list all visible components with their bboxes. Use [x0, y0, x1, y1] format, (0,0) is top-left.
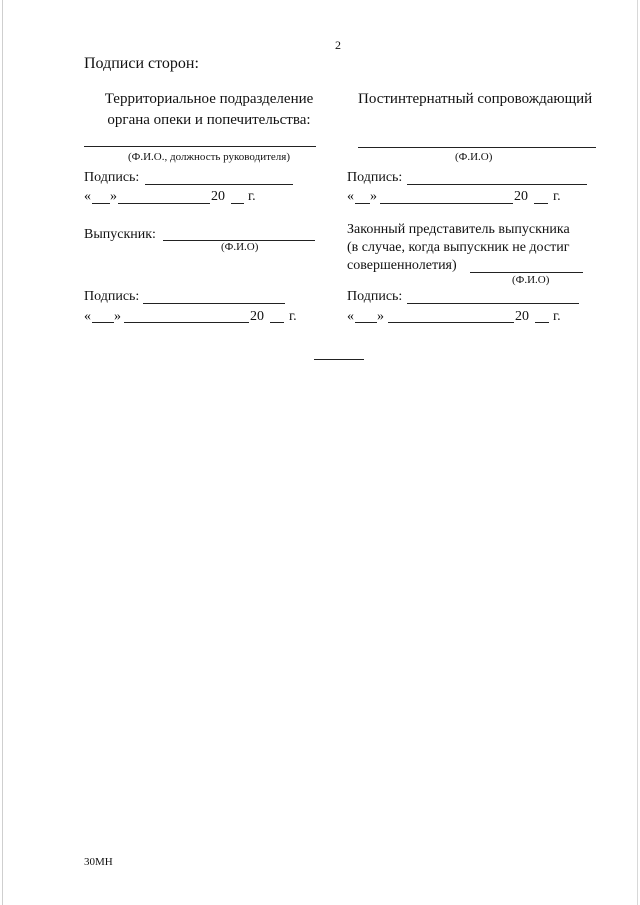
left-date-year-line: [231, 203, 244, 204]
footer-code: 30МН: [84, 856, 113, 868]
left-signature-line-2: [143, 303, 285, 304]
left-date-year-2: 20: [250, 309, 264, 324]
right-date-day-line: [355, 203, 370, 204]
right-signature-line-2: [407, 303, 579, 304]
escort-title: Постинтернатный сопровождающий: [358, 91, 593, 107]
left-signature-label-2: Подпись:: [84, 289, 140, 304]
rep-line1: Законный представитель выпускника: [347, 222, 570, 237]
right-date-month-line-2: [388, 322, 514, 323]
escort-fio-caption: (Ф.И.О): [455, 151, 493, 163]
right-date-year: 20: [514, 189, 528, 204]
rep-fio-line: [470, 272, 583, 273]
left-date-close: »: [110, 189, 117, 204]
left-date-suffix-2: г.: [289, 309, 297, 324]
right-date-year-line-2: [535, 322, 549, 323]
right-date-close: »: [370, 189, 377, 204]
left-signature-label: Подпись:: [84, 170, 140, 185]
rep-line2: (в случае, когда выпускник не достиг: [347, 240, 570, 255]
org-fio-line: [84, 146, 316, 147]
right-date-suffix: г.: [553, 189, 561, 204]
left-date-day-line-2: [92, 322, 114, 323]
graduate-fio-caption: (Ф.И.О): [221, 241, 259, 253]
left-date-year: 20: [211, 189, 225, 204]
org-title-line1: Территориальное подразделение: [104, 91, 314, 107]
left-date-open-2: «: [84, 309, 91, 324]
right-date-close-2: »: [377, 309, 384, 324]
left-date-month-line-2: [124, 322, 249, 323]
page-edge-right: [637, 0, 638, 905]
right-date-year-line: [534, 203, 548, 204]
left-date-year-line-2: [270, 322, 284, 323]
page-number: 2: [335, 38, 341, 52]
left-date-suffix: г.: [248, 189, 256, 204]
left-signature-line: [145, 184, 293, 185]
graduate-label: Выпускник:: [84, 227, 156, 242]
right-date-year-2: 20: [515, 309, 529, 324]
escort-fio-line: [358, 147, 596, 148]
org-title-line2: органа опеки и попечительства:: [107, 112, 311, 128]
right-signature-label: Подпись:: [347, 170, 403, 185]
org-fio-caption: (Ф.И.О., должность руководителя): [128, 151, 290, 163]
left-date-open: «: [84, 189, 91, 204]
right-date-open-2: «: [347, 309, 354, 324]
left-date-day-line: [92, 203, 110, 204]
right-date-open: «: [347, 189, 354, 204]
rep-line3: совершеннолетия): [347, 258, 457, 273]
left-date-month-line: [118, 203, 210, 204]
signatures-heading: Подписи сторон:: [84, 55, 199, 72]
right-signature-label-2: Подпись:: [347, 289, 403, 304]
rep-fio-caption: (Ф.И.О): [512, 274, 550, 286]
right-date-day-line-2: [355, 322, 377, 323]
right-signature-line: [407, 184, 587, 185]
left-date-close-2: »: [114, 309, 121, 324]
end-separator-line: [314, 359, 364, 360]
right-date-month-line: [380, 203, 513, 204]
page-edge-left: [2, 0, 3, 905]
right-date-suffix-2: г.: [553, 309, 561, 324]
